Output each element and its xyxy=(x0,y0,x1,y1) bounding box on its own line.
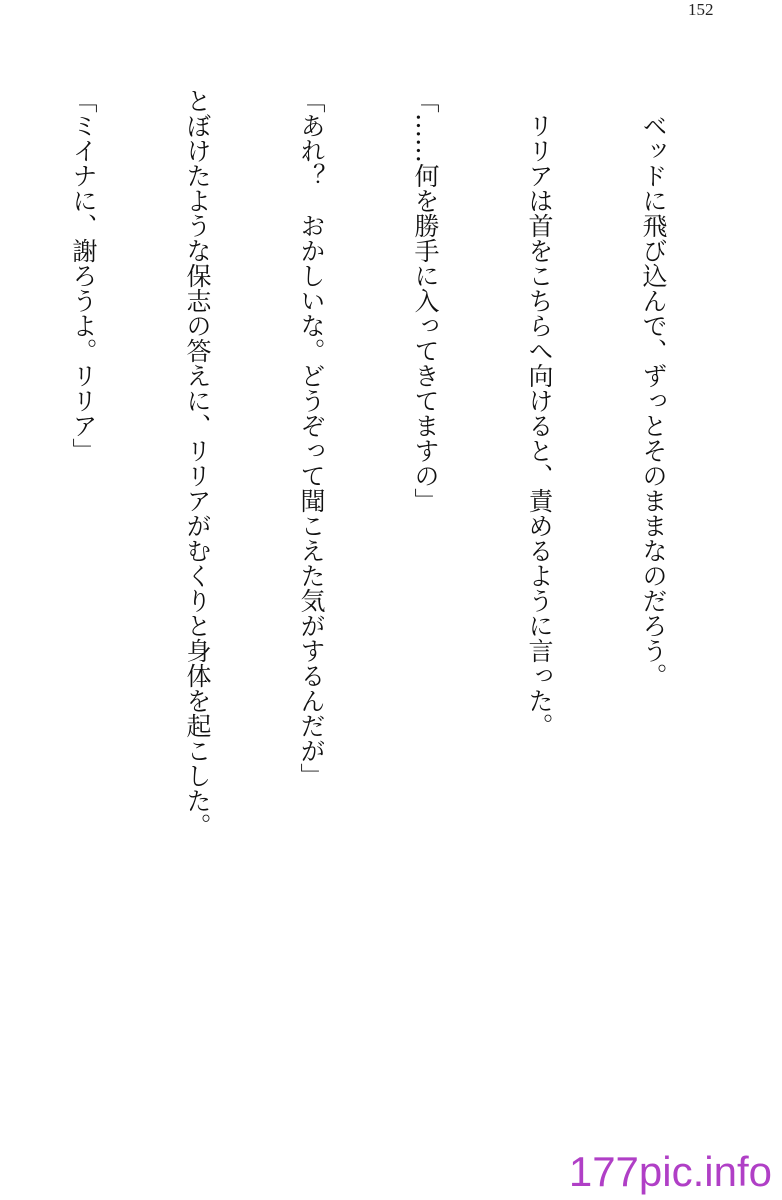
watermark-text: 177pic.info xyxy=(568,1148,772,1195)
text-line: とぼけたような保志の答えに、リリアがむくりと身体を起こした。 xyxy=(183,88,212,838)
page-number: 152 xyxy=(688,0,714,19)
text-line: 「ミイナに、謝ろうよ。リリア」 xyxy=(69,88,98,463)
text-line: 「あれ？ おかしいな。どうぞって聞こえた気がするんだが」 xyxy=(297,88,326,788)
vertical-text-body xyxy=(0,88,748,1138)
text-line: 「……何を勝手に入ってきてますの」 xyxy=(411,88,440,513)
text-line: リリアは首をこちらへ向けると、責めるように言った。 xyxy=(525,113,554,738)
text-line: ベッドに飛び込んで、ずっとそのままなのだろう。 xyxy=(639,113,668,688)
